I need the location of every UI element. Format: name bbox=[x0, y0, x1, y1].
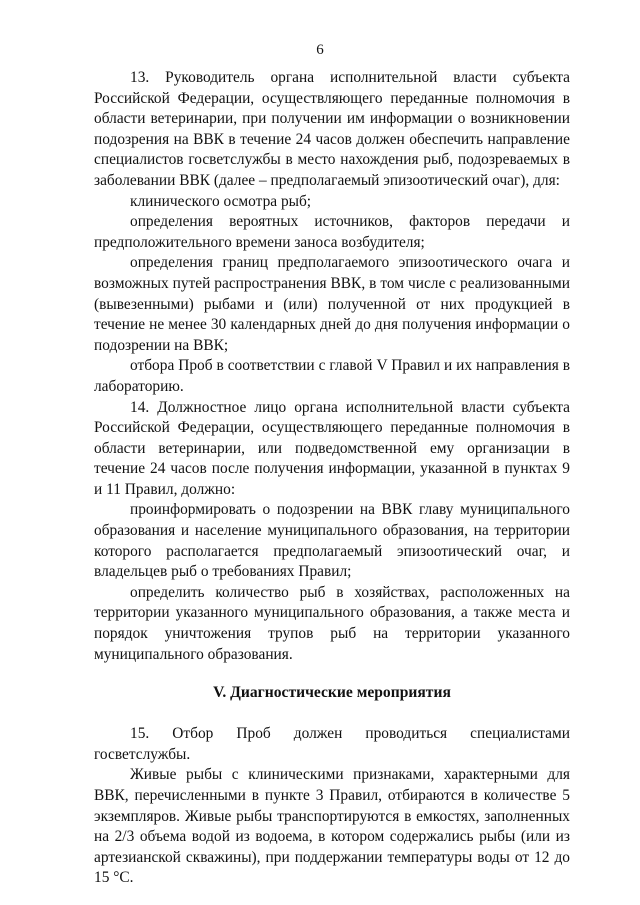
list-item-clinical-inspection: клинического осмотра рыб; bbox=[130, 192, 312, 210]
section-title: V. Диагностические мероприятия bbox=[213, 684, 451, 702]
document-body bbox=[94, 68, 570, 889]
list-item-focus-boundaries: определения границ предполагаемого эпизоотического очага и возможных путей распространения ВВК, в том числе с реализованными (вывезенными) рыбами и (или) полученной от них продукцией в течение не менее 30 календарных дней до дня получения информации о подозрении на ВВК; bbox=[94, 254, 570, 354]
paragraph-live-fish: Живые рыбы с клиническими признаками, характерными для ВВК, перечисленными в пункте 3 Правил, отбираются в количестве 5 экземпляров. Живые рыбы транспортируются в емкостях, заполненных на 2/3 объема водой из водоема, в котором содержались рыбы (или из артезианской скважины), при поддержании температуры воды от 12 до 15 °С. bbox=[94, 766, 570, 887]
list-item-sources-factors: определения вероятных источников, факторов передачи и предположительного времени заноса возбудителя; bbox=[94, 213, 570, 251]
paragraph-15: 15. Отбор Проб должен проводиться специалистами госветслужбы. bbox=[94, 725, 570, 763]
list-item-determine-fish-count: определить количество рыб в хозяйствах, расположенных на территории указанного муниципального образования, а также места и порядок уничтожения трупов рыб на территории указанного муниципального образования. bbox=[94, 583, 570, 663]
list-item-sampling: отбора Проб в соответствии с главой V Правил и их направления в лабораторию. bbox=[94, 357, 570, 395]
list-item-inform-authorities: проинформировать о подозрении на ВВК главу муниципального образования и население муниципального образования, на территории которого располагается предполагаемый эпизоотический очаг, и владельцев рыб о требованиях Правил; bbox=[94, 501, 570, 581]
paragraph-14: 14. Должностное лицо органа исполнительной власти субъекта Российской Федерации, осуществляющего переданные полномочия в области ветеринарии, или подведомственной ему организации в течение 24 часов после получения информации, указанной в пунктах 9 и 11 Правил, должно: bbox=[94, 398, 570, 498]
paragraph-13: 13. Руководитель органа исполнительной власти субъекта Российской Федерации, осуществляющего переданные полномочия в области ветеринарии, при получении им информации о возникновении подозрения на ВВК в течение 24 часов должен обеспечить направление специалистов госветслужбы в место нахождения рыб, подозреваемых в заболевании ВВК (далее – предполагаемый эпизоотический очаг), для: bbox=[94, 69, 570, 189]
page-number: 6 bbox=[316, 42, 324, 58]
